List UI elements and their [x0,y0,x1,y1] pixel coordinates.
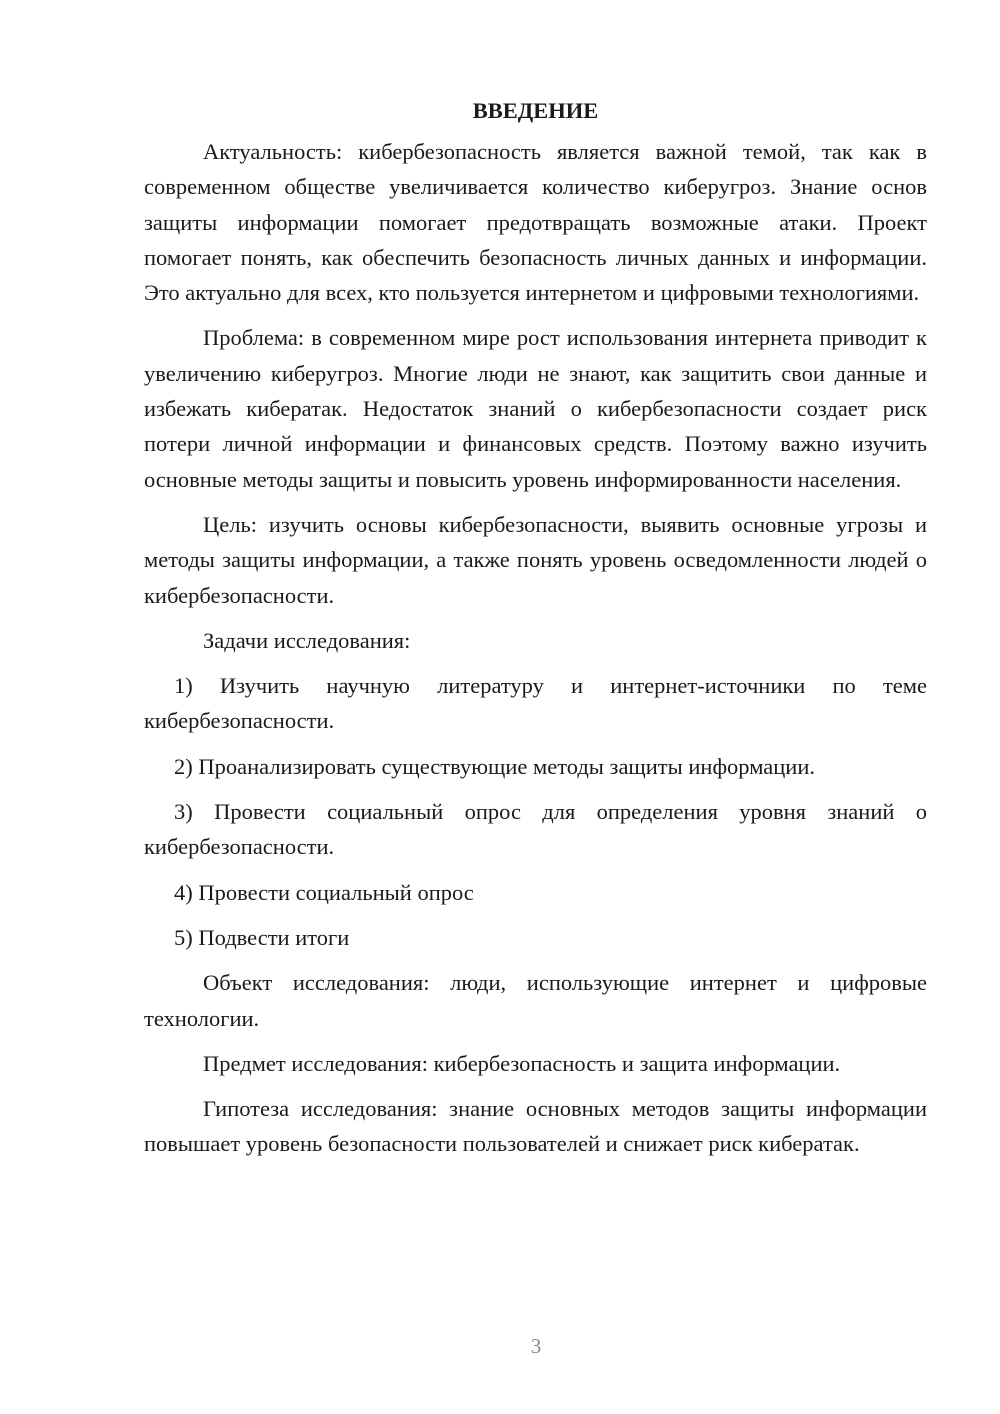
paragraph-goal: Цель: изучить основы кибербезопасности, выявить основные угрозы и методы защиты информации, а также понять уровень осведомленности людей о кибербезопасности. [144,511,927,608]
task-item: 3) Провести социальный опрос для определения уровня знаний о кибербезопасности. [144,799,927,860]
task-item: 5) Подвести итоги [174,924,350,950]
task-item: 1) Изучить научную литературу и интернет-источники по теме кибербезопасности. [144,673,927,734]
paragraph-problem: Проблема: в современном мире рост использования интернета приводит к увеличению киберугроз. Многие люди не знают, как защитить свои данные и избежать кибератак. Недостаток знаний о кибербезопасности создает риск потери личной информации и финансовых средств. Поэтому важно изучить основные методы защиты и повысить уровень информированности населения. [144,325,927,492]
section-heading: ВВЕДЕНИЕ [472,98,599,123]
paragraph-relevance: Актуальность: кибербезопасность является важной темой, так как в современном обществе увеличивается количество киберугроз. Знание основ защиты информации помогает предотвращать возможные атаки. Проект помогает понять, как обеспечить безопасность личных данных и информации. Это актуально для всех, кто пользуется интернетом и цифровыми технологиями. [144,139,927,306]
task-item: 4) Провести социальный опрос [174,879,474,905]
page-content [144,96,927,1172]
paragraph-subject: Предмет исследования: кибербезопасность и защита информации. [203,1050,841,1076]
paragraph-hypothesis: Гипотеза исследования: знание основных методов защиты информации повышает уровень безопасности пользователей и снижает риск кибератак. [144,1096,927,1157]
page-number: 3 [530,1334,542,1358]
task-item: 2) Проанализировать существующие методы защиты информации. [174,753,816,779]
tasks-title: Задачи исследования: [203,627,411,653]
paragraph-object: Объект исследования: люди, использующие интернет и цифровые технологии. [144,970,927,1031]
